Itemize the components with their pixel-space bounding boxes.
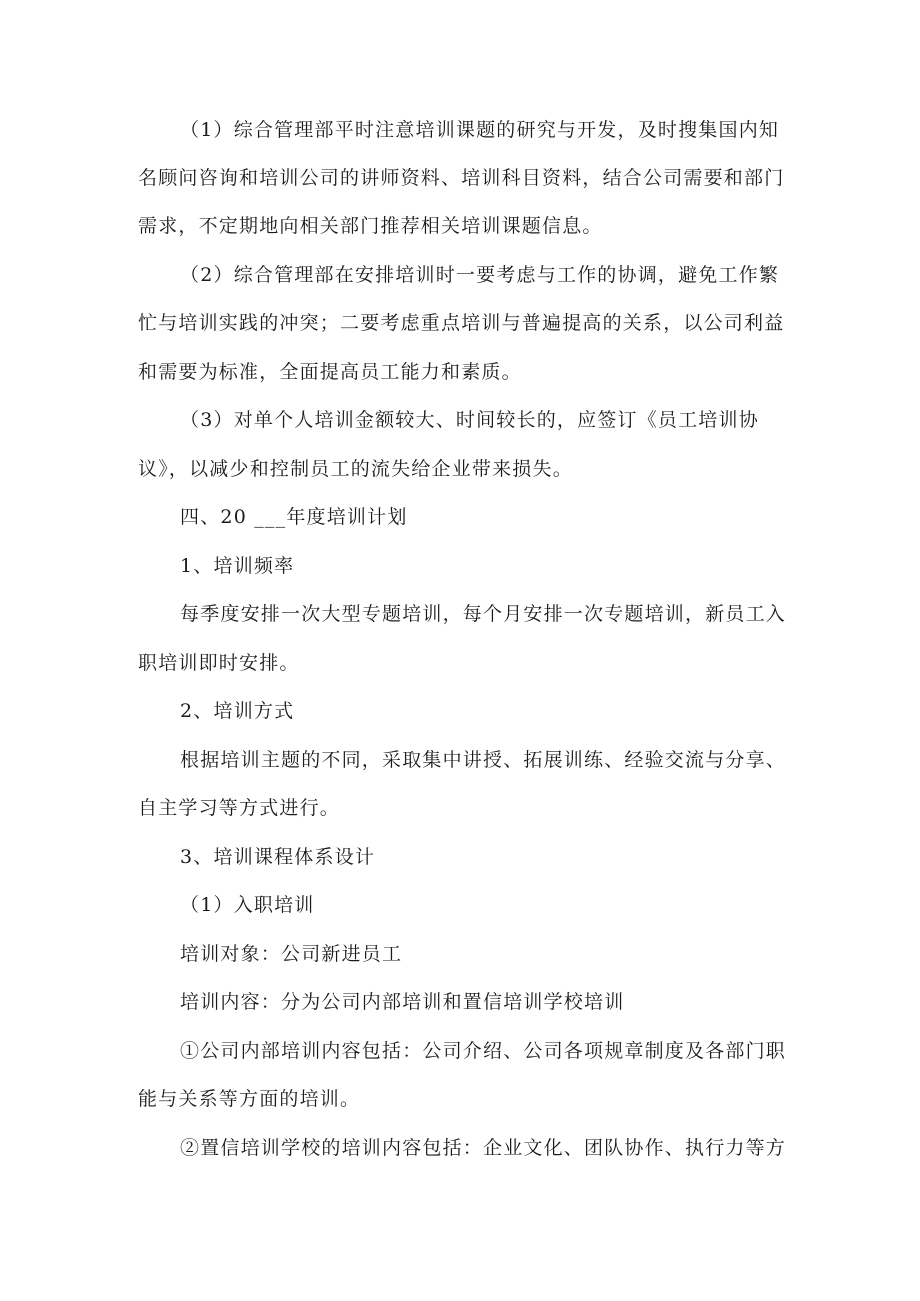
paragraph-line: 忙与培训实践的冲突；二要考虑重点培训与普遍提高的关系，以公司利益 (138, 312, 785, 334)
subsection-heading: 2、培训方式 (180, 700, 295, 722)
paragraph-line: 名顾问咨询和培训公司的讲师资料、培训科目资料，结合公司需要和部门 (138, 167, 785, 189)
paragraph-line: 培训对象：公司新进员工 (180, 943, 403, 965)
paragraph-line: ②置信培训学校的培训内容包括：企业文化、团队协作、执行力等方 (180, 1137, 787, 1159)
paragraph-line: （2）综合管理部在安排培训时一要考虑与工作的协调，避免工作繁 (180, 264, 780, 286)
paragraph-line: 每季度安排一次大型专题培训，每个月安排一次专题培训，新员工入 (180, 603, 787, 625)
paragraph-line: 需求，不定期地向相关部门推荐相关培训课题信息。 (138, 215, 603, 237)
paragraph-line: 根据培训主题的不同，采取集中讲授、拓展训练、经验交流与分享、 (180, 749, 787, 771)
paragraph-line: 培训内容：分为公司内部培训和置信培训学校培训 (180, 991, 625, 1013)
section-heading: 四、20 ___年度培训计划 (180, 506, 408, 528)
subsection-heading: 3、培训课程体系设计 (180, 846, 376, 868)
paragraph-line: 自主学习等方式进行。 (138, 797, 341, 819)
item-heading: （1）入职培训 (180, 894, 315, 916)
paragraph-line: 和需要为标准，全面提高员工能力和素质。 (138, 361, 522, 383)
paragraph-line: 能与关系等方面的培训。 (138, 1088, 361, 1110)
paragraph-line: 职培训即时安排。 (138, 652, 300, 674)
paragraph-line: （1）综合管理部平时注意培训课题的研究与开发，及时搜集国内知 (180, 119, 780, 141)
paragraph-line: ①公司内部培训内容包括：公司介绍、公司各项规章制度及各部门职 (180, 1040, 787, 1062)
subsection-heading: 1、培训频率 (180, 555, 295, 577)
paragraph-line: 议》，以减少和控制员工的流失给企业带来损失。 (138, 458, 573, 480)
paragraph-line: （3）对单个人培训金额较大、时间较长的，应签订《员工培训协 (180, 409, 759, 431)
